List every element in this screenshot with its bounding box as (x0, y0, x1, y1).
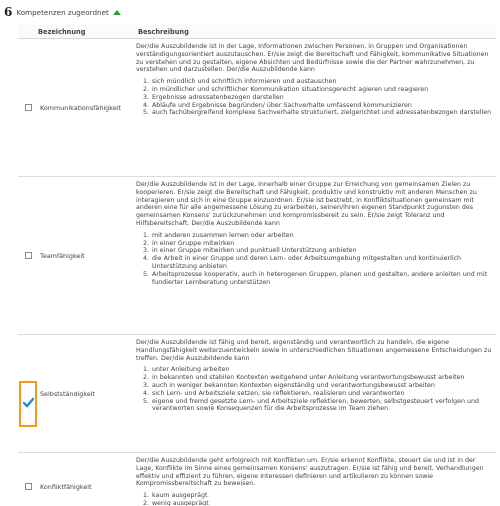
list-item: 5. Arbeitsprozesse kooperativ, auch in heterogenen Gruppen, planen und gestalten, andere anleiten und mit fundierter Lernberatung unterstützen (143, 270, 488, 286)
list-item: 2. in einer Gruppe mitwirken (143, 239, 235, 247)
competency-name: Teamfähigkeit (40, 251, 85, 260)
table-row (18, 39, 496, 177)
list-item: 2. in mündlicher und schriftlicher Kommunikation situationsgerecht agieren und reagieren (143, 85, 429, 93)
competencies-header (4, 5, 121, 19)
column-header-description[interactable]: Beschreibung (138, 27, 189, 36)
list-item: 3. in einer Gruppe mitwirken und punktuell Unterstützung anbieten (143, 247, 357, 255)
competencies-title: Kompetenzen zugeordnet (16, 7, 109, 17)
competency-count: 6 (4, 5, 13, 19)
list-item: 4. sich Lern- und Arbeitsziele setzen, sie reflektieren, realisieren und verantworten (143, 389, 405, 397)
description-intro: Der/die Auszubildende ist in der Lage, Informationen zwischen Personen, in Gruppen und Organisationen verständigungsorientiert auszutauschen. Er/sie zeigt die Bereitschaft und Fähigkeit, kommunikative Situationen zu verstehen und zu gestalten, eigene Absichten und Bedürfnisse sowie die der Partner wahrzunehmen, zu verstehen und darzustellen. Der/die Auszubildende kann (136, 43, 489, 74)
list-item: 1. unter Anleitung arbeiten (143, 366, 230, 374)
level-list (145, 492, 492, 506)
list-item: 3. auch in weniger bekannten Kontexten eigenständig und verantwortungsbewusst arbeiten (143, 381, 435, 389)
list-item: 4. Abläufe und Ergebnisse begründen/ über Sachverhalte umfassend kommunizieren (143, 101, 412, 109)
description-intro: Der/die Auszubildende ist fähig und bereit, eigenständig und verantwortlich zu handeln, die eigene Handlungsfähigkeit weiterzuentwickeln sowie in unterschiedlichen Situationen angemessene Entscheidungen zu treffen. Der/die Auszubildende kann (136, 339, 492, 362)
list-item: 5. auch fachübergreifend komplexe Sachverhalte strukturiert, zielgerichtet und adressatenbezogen darstellen (143, 109, 492, 117)
competency-name: Selbstständigkeit (40, 389, 96, 398)
list-item: 1. kaum ausgeprägt (143, 492, 208, 500)
table-row (18, 177, 496, 335)
competency-checkbox[interactable] (25, 104, 32, 111)
column-header-name[interactable]: Bezeichnung (38, 27, 86, 36)
competency-name: Konfliktfähigkeit (40, 482, 92, 491)
checkmark-icon (23, 397, 34, 408)
competencies-table (18, 25, 496, 506)
triangle-up-icon[interactable] (113, 10, 121, 15)
level-list (145, 232, 492, 287)
level-list (145, 78, 492, 117)
competency-description (136, 181, 492, 286)
level-list (145, 366, 492, 413)
list-item: 5. eigene und fremd gesetzte Lern- und Arbeitsziele reflektieren, bewerten, selbstgesteuert verfolgen und verantworten sowie Konsequenzen für die Arbeitsprozesse im Team ziehen (143, 397, 479, 413)
table-row (18, 453, 496, 506)
competency-description (136, 43, 492, 117)
competency-description (136, 457, 492, 506)
list-item: 1. mit anderen zusammen lernen oder arbeiten (143, 231, 294, 239)
description-intro: Der/die Auszubildende geht erfolgreich mit Konflikten um. Er/sie erkennt Konflikte, steuert sie und ist in der Lage, Konflikte im Sinne eines gemeinsamen Konsens' auszutragen. Er/sie ist fähig und bereit, Verhandlungen effektiv und effizient zu führen, eigene Interessen definieren und artikulieren zu können sowie Kompromissbereitschaft zu beweisen. (136, 457, 484, 488)
list-item: 2. wenig ausgeprägt (143, 499, 209, 506)
list-item: 3. Ergebnisse adressatenbezogen darstellen (143, 93, 284, 101)
table-row (18, 335, 496, 453)
list-item: 1. sich mündlich und schriftlich informieren und austauschen (143, 78, 337, 86)
description-intro: Der/die Auszubildende ist in der Lage, innerhalb einer Gruppe zur Erreichung von gemeinsamen Zielen zu kooperieren. Er/sie zeigt die Bereitschaft und Fähigkeit, produktiv und konstruktiv mit anderen Menschen zu interagieren und sich in eine Gruppe einzuordnen. Er/sie ist bestrebt, in Konfliktsituationen gemeinsam mit anderen eine für alle angemessene Lösung zu erarbeiten, seinen/ihren eigenen Standpunkt zugunsten des gemeinsamen Konsens' zurückzunehmen und kompromissbereit zu sein. Er/sie zeigt Toleranz und Hilfsbereitschaft. Der/die Auszubildende kann (136, 181, 477, 227)
table-header (18, 25, 496, 39)
list-item: 4. die Arbeit in einer Gruppe und deren Lern- oder Arbeitsumgebung mitgestalten und kontinuierlich Unterstützung anbieten (143, 255, 462, 270)
competency-description (136, 339, 492, 413)
selected-checkbox[interactable] (19, 381, 37, 427)
competency-checkbox[interactable] (25, 252, 32, 259)
list-item: 2. in bekannten und stabilen Kontexten weitgehend unter Anleitung verantwortungsbewusst arbeiten (143, 374, 465, 382)
competency-checkbox[interactable] (25, 483, 32, 490)
competency-name: Kommunikationsfähigkeit (40, 103, 121, 112)
